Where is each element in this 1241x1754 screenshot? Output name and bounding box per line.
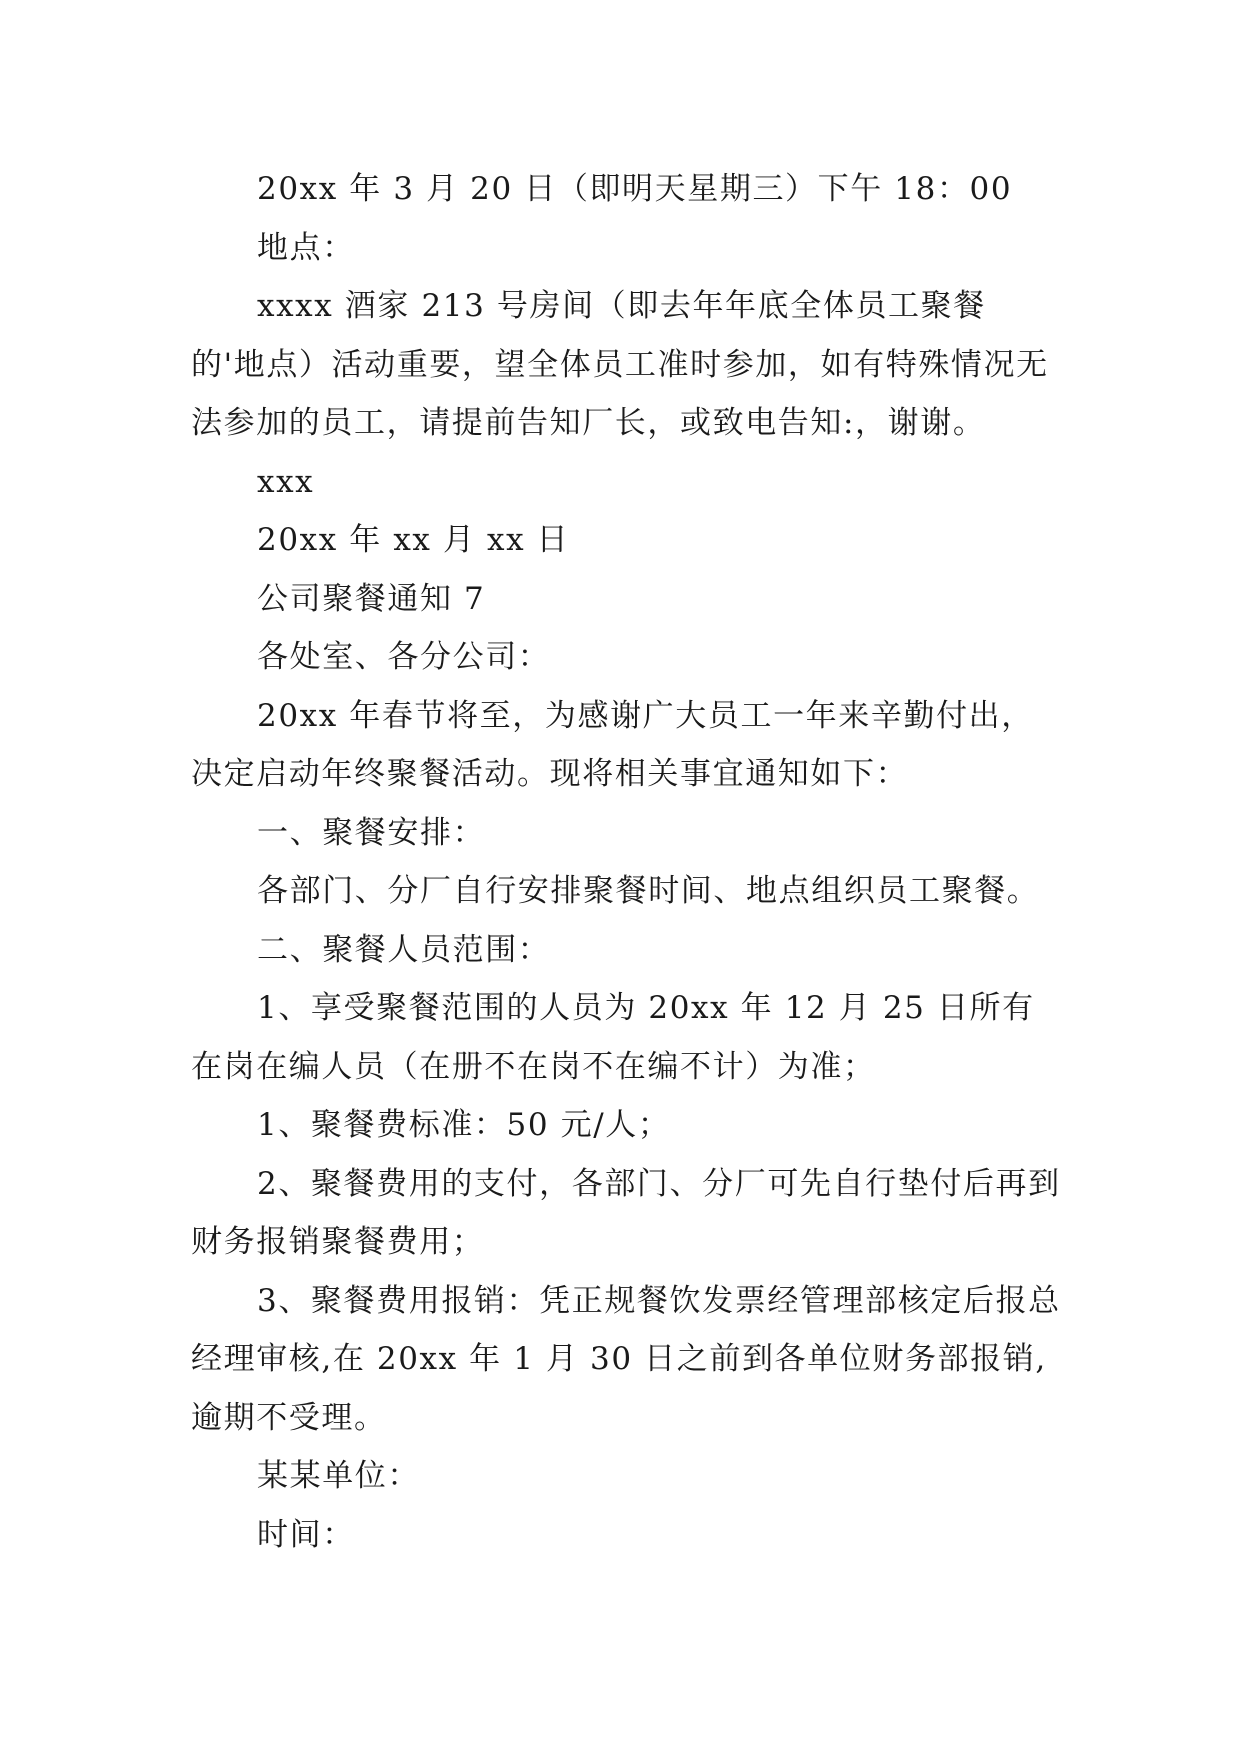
- paragraph-location-label: 地点：: [257, 229, 355, 266]
- paragraph-scope: 1、享受聚餐范围的人员为 20xx 年 12 月 25 日所有在岗在编人员（在册不在岗不在编不计）为准；: [191, 990, 1035, 1085]
- paragraph-payment: 2、聚餐费用的支付，各部门、分厂可先自行垫付后再到财务报销聚餐费用；: [191, 1165, 1061, 1260]
- heading-arrangement: 一、聚餐安排：: [257, 814, 486, 851]
- paragraph-unit: 某某单位：: [257, 1458, 420, 1494]
- paragraph-intro: 20xx 年春节将至，为感谢广大员工一年来辛勤付出，决定启动年终聚餐活动。现将相关事宜通知如下：: [191, 697, 1034, 792]
- paragraph-location-details: xxxx 酒家 213 号房间（即去年年底全体员工聚餐的'地点）活动重要，望全体员工准时参加，如有特殊情况无法参加的员工，请提前告知厂长，或致电告知:，谢谢。: [191, 288, 1049, 441]
- paragraph-signature: xxx: [257, 463, 315, 500]
- paragraph-standard: 1、聚餐费标准：50 元/人；: [257, 1107, 671, 1143]
- paragraph-recipients: 各处室、各分公司：: [257, 639, 551, 675]
- paragraph-meeting-time: 20xx 年 3 月 20 日（即明天星期三）下午 18：00: [257, 171, 1013, 207]
- heading-scope: 二、聚餐人员范围：: [257, 931, 551, 968]
- paragraph-time: 时间：: [257, 1516, 355, 1553]
- paragraph-date: 20xx 年 xx 月 xx 日: [257, 522, 570, 558]
- paragraph-reimbursement: 3、聚餐费用报销：凭正规餐饮发票经管理部核定后报总经理审核,在 20xx 年 1 月 30 日之前到各单位财务部报销,逾期不受理。: [191, 1282, 1061, 1436]
- section-title: 公司聚餐通知 7: [257, 580, 486, 617]
- document-body: [191, 160, 1061, 1564]
- paragraph-arrangement: 各部门、分厂自行安排聚餐时间、地点组织员工聚餐。: [257, 873, 1040, 909]
